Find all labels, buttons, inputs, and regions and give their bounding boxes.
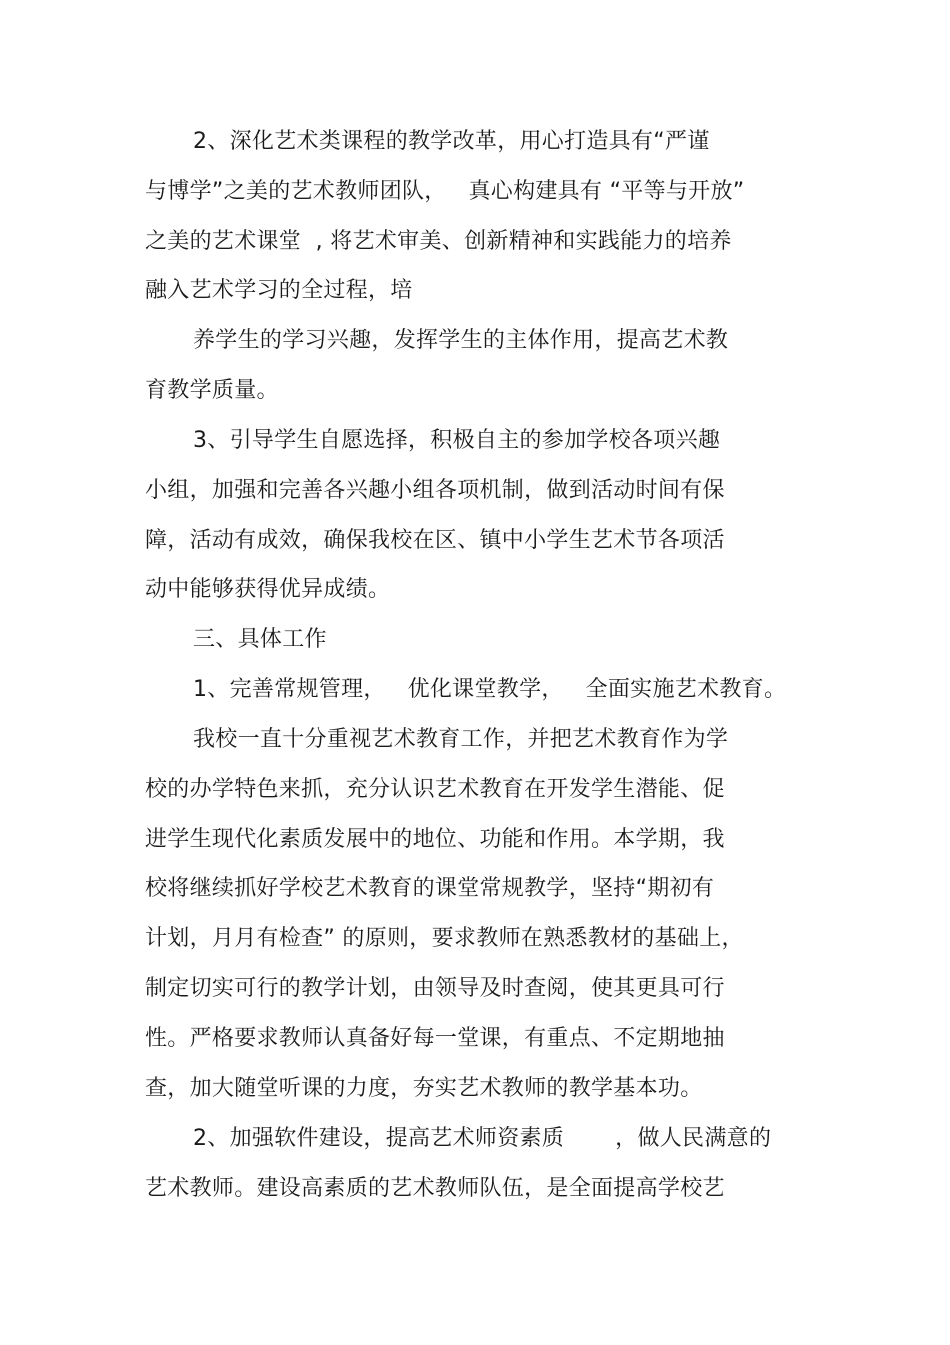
text-line: 我校一直十分重视艺术教育工作，并把艺术教育作为学	[193, 727, 729, 752]
text-line: 之美的艺术课堂 , 将艺术审美、创新精神和实践能力的培养	[145, 229, 732, 254]
text-line: 小组，加强和完善各兴趣小组各项机制，做到活动时间有保	[145, 478, 725, 503]
text-line: 艺术教师。建设高素质的艺术教师队伍，是全面提高学校艺	[145, 1176, 725, 1201]
text-line: 3、引导学生自愿选择，积极自主的参加学校各项兴趣	[193, 428, 721, 453]
text-line: 与博学”之美的艺术教师团队， 真心构建具有 “平等与开放”	[145, 179, 745, 204]
text-line: 障，活动有成效，确保我校在区、镇中小学生艺术节各项活	[145, 528, 725, 553]
text-line: 1、完善常规管理， 优化课堂教学， 全面实施艺术教育。	[193, 677, 787, 702]
text-line: 进学生现代化素质发展中的地位、功能和作用。本学期，我	[145, 827, 725, 852]
text-line: 制定切实可行的教学计划，由领导及时查阅，使其更具可行	[145, 976, 725, 1001]
text-line: 性。严格要求教师认真备好每一堂课，有重点、不定期地抽	[145, 1026, 725, 1051]
text-line: 查，加大随堂听课的力度，夯实艺术教师的教学基本功。	[145, 1076, 703, 1101]
text-line: 计划，月月有检查” 的原则，要求教师在熟悉教材的基础上，	[145, 926, 744, 951]
section-heading: 三、具体工作	[193, 627, 327, 652]
text-line: 2、加强软件建设，提高艺术师资素质 ，做人民满意的	[193, 1126, 772, 1151]
text-line: 养学生的学习兴趣，发挥学生的主体作用，提高艺术教	[193, 328, 729, 353]
text-line: 动中能够获得优异成绩。	[145, 577, 391, 602]
text-line: 校的办学特色来抓，充分认识艺术教育在开发学生潜能、促	[145, 777, 725, 802]
text-line: 2、深化艺术类课程的教学改革，用心打造具有“严谨	[193, 129, 710, 154]
text-line: 融入艺术学习的全过程，培	[145, 278, 413, 303]
text-line: 校将继续抓好学校艺术教育的课堂常规教学，坚持“期初有	[145, 876, 715, 901]
text-line: 育教学质量。	[145, 378, 279, 403]
